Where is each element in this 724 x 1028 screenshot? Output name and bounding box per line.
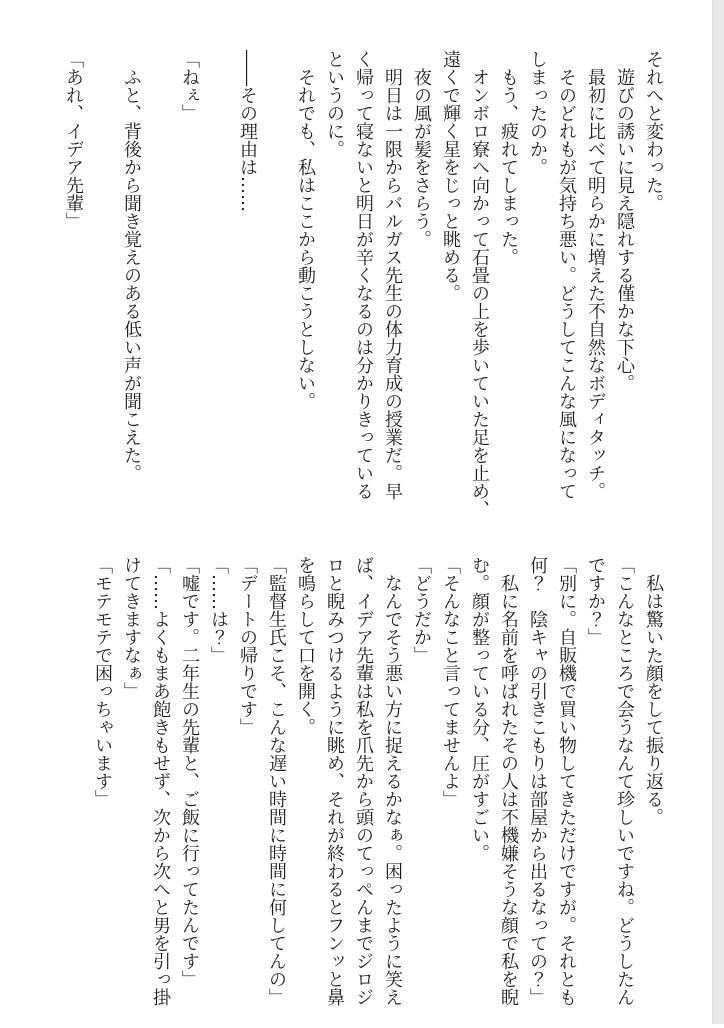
text-column: オンボロ寮へ向かって石畳の上を歩いていた足を止め、 <box>469 50 490 518</box>
text-column: それでも、私はここから動こうとしない。 <box>295 50 316 410</box>
text-column: そのどれもが気持ち悪い。どうしてこんな風になって <box>556 50 577 500</box>
text-column: 「デートの帰りです」 <box>237 556 258 736</box>
blank-column <box>204 50 233 522</box>
text-column: 「……よくもまあ飽きもせず、次から次へと男を引っ掛 <box>150 556 171 1006</box>
text-column: 夜の風が髪をさらう。 <box>411 50 432 248</box>
text-column: ですか？」 <box>585 556 606 646</box>
text-column: 「別に。自販機で買い物してきただけですが。それとも <box>556 556 577 1006</box>
text-column: 「どうだか」 <box>411 556 432 664</box>
text-column: 「あれ、イデア先輩」 <box>63 50 84 230</box>
text-column: 「嘘です。二年生の先輩と、ご飯に行ってたんです」 <box>179 556 200 988</box>
text-column: 私に名前を呼ばれたその人は不機嫌そうな顔で私を睨 <box>498 556 519 1006</box>
text-column: 「そんなこと言ってませんよ」 <box>440 556 461 808</box>
text-column: 「……は？」 <box>208 556 229 664</box>
text-column: ふと、背後から聞き覚えのある低い声が聞こえた。 <box>121 50 142 482</box>
page-edge-gutter <box>712 0 724 1024</box>
text-column: 遊びの誘いに見え隠れする僅かな下心。 <box>614 50 635 392</box>
text-column: けてきますなぁ」 <box>121 556 142 700</box>
text-column: 「ねぇ」 <box>179 50 200 122</box>
text-column: なんでそう悪い方に捉えるかなぁ。困ったように笑え <box>382 556 403 1006</box>
blank-column <box>262 50 291 522</box>
text-column: しまったのか。 <box>527 50 548 176</box>
text-column: む。顔が整っている分、圧がすごい。 <box>469 556 490 862</box>
blank-column <box>146 50 175 522</box>
text-column: 「監督生氏こそ、こんな遅い時間に時間に何してんの」 <box>266 556 287 1006</box>
text-column: 遠くで輝く星をじっと眺める。 <box>440 50 461 302</box>
text-column: 最初に比べて明らかに増えた不自然なボディタッチ。 <box>585 50 606 500</box>
text-column: ロと睨みつけるように眺め、それが終わるとフンッと鼻 <box>324 556 345 1006</box>
text-column: を鳴らして口を開く。 <box>295 556 316 736</box>
text-column: ば、イデア先輩は私を爪先から頭のてっぺんまでジロジ <box>353 556 374 1006</box>
bottom-passage <box>88 556 668 1028</box>
text-column: 「モテモテで困っちゃいます」 <box>92 556 113 808</box>
top-passage <box>59 50 668 522</box>
text-column: もう、疲れてしまった。 <box>498 50 519 266</box>
blank-column <box>88 50 117 522</box>
text-column: 「こんなところで会うなんて珍しいですね。どうしたん <box>614 556 635 1006</box>
text-column: 私は驚いた顔をして振り返る。 <box>643 556 664 826</box>
text-column: それへと変わった。 <box>643 50 664 212</box>
text-column: 何？ 陰キャの引きこもりは部屋から出るなっての？」 <box>527 556 548 1006</box>
text-column: 明日は一限からバルガス先生の体力育成の授業だ。早 <box>382 50 403 500</box>
text-column: く帰って寝ないと明日が辛くなるのは分かりきっている <box>353 50 374 500</box>
text-column: というのに。 <box>324 50 345 158</box>
text-column: ――その理由は…… <box>237 50 258 212</box>
